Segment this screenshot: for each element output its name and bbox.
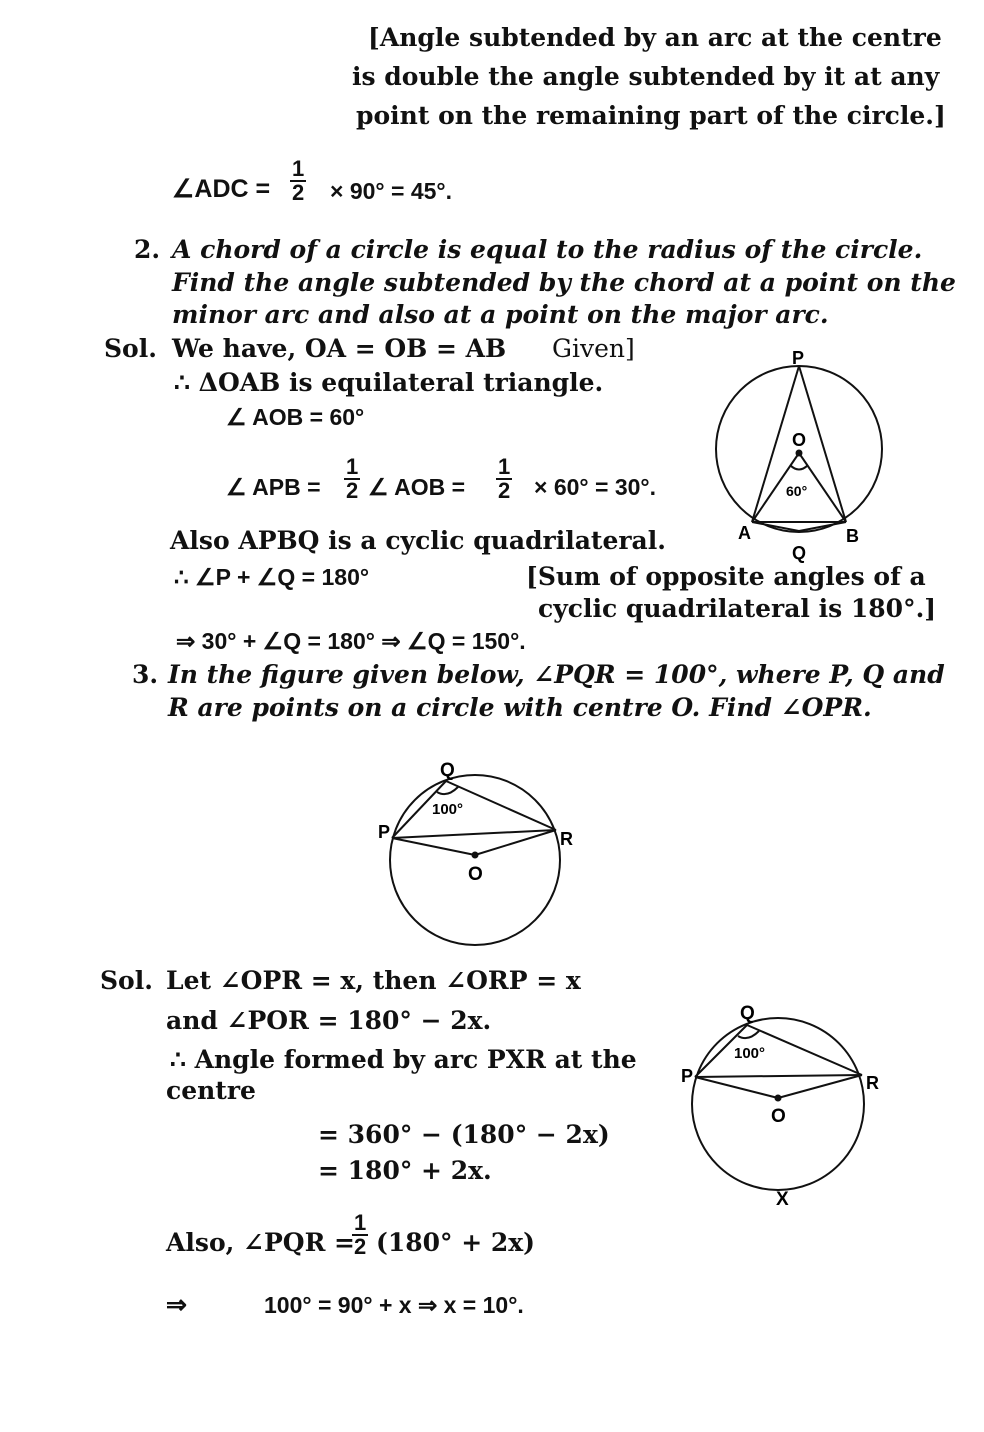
sol2-line-7: ⇒ 30° + ∠Q = 180° ⇒ ∠Q = 150°. bbox=[176, 628, 526, 654]
fig1-label-p: P bbox=[792, 348, 805, 368]
fig3-label-angle: 100° bbox=[734, 1045, 766, 1062]
sol2-half-2-num: 1 bbox=[498, 454, 511, 479]
fig1-line-bq bbox=[799, 522, 846, 531]
q2-line-2: Find the angle subtended by the chord at a point on the bbox=[172, 268, 956, 297]
reason-note-line-3: point on the remaining part of the circle.] bbox=[356, 101, 946, 130]
fig2-label-angle: 100° bbox=[432, 801, 464, 818]
sol2-apb-mid: ∠ AOB = bbox=[368, 474, 466, 500]
sol2-given: Given] bbox=[552, 334, 635, 363]
fig1-centre-dot bbox=[797, 451, 802, 456]
sol2-apb-rhs: × 60° = 30°. bbox=[534, 474, 656, 500]
fig1-angle-arc bbox=[790, 465, 808, 470]
fig3-line-pr bbox=[695, 1075, 862, 1077]
sol3-line-2: and ∠POR = 180° − 2x. bbox=[166, 1006, 492, 1035]
figure-2 bbox=[390, 775, 560, 945]
fig3-label-o: O bbox=[771, 1106, 786, 1127]
fig2-centre-dot bbox=[473, 853, 478, 858]
q2-line-3: minor arc and also at a point on the major arc. bbox=[172, 300, 829, 329]
sol2-half-2-den: 2 bbox=[498, 478, 511, 503]
fig3-label-r: R bbox=[866, 1073, 879, 1093]
figure-3 bbox=[692, 1018, 864, 1190]
fig1-label-o: O bbox=[792, 430, 807, 450]
sol2-line-3: ∠ AOB = 60° bbox=[226, 404, 365, 430]
fig1-label-b: B bbox=[846, 526, 859, 546]
fig2-label-r: R bbox=[560, 829, 573, 849]
sol2-reason-1: [Sum of opposite angles of a bbox=[526, 562, 926, 591]
sol3-pqr-lhs: Also, ∠PQR = bbox=[166, 1228, 356, 1257]
sol3-pqr-den: 2 bbox=[354, 1234, 367, 1259]
sol2-half-1-den: 2 bbox=[346, 478, 359, 503]
fig3-centre-dot bbox=[776, 1096, 781, 1101]
sol2-line-2: ∴ ΔOAB is equilateral triangle. bbox=[174, 368, 604, 397]
fig3-line-po bbox=[695, 1077, 778, 1098]
q2-number: 2. bbox=[134, 235, 161, 264]
fig1-label-a: A bbox=[738, 523, 751, 543]
q3-line-1: In the figure given below, ∠PQR = 100°, where P, Q and bbox=[168, 660, 945, 689]
fig2-line-po bbox=[392, 838, 475, 855]
fig1-line-aq bbox=[752, 522, 799, 531]
q3-line-2: R are points on a circle with centre O. Find ∠OPR. bbox=[168, 693, 872, 722]
sol2-label: Sol. bbox=[104, 334, 157, 363]
sol3-line-6: = 180° + 2x. bbox=[318, 1156, 492, 1185]
sol2-apb-lhs: ∠ APB = bbox=[226, 474, 321, 500]
adc-lhs: ∠ADC = bbox=[172, 175, 271, 203]
sol2-line-6: ∴ ∠P + ∠Q = 180° bbox=[174, 564, 370, 590]
fig2-circle bbox=[390, 775, 560, 945]
sol3-line-1: Let ∠OPR = x, then ∠ORP = x bbox=[166, 966, 581, 995]
adc-num: 1 bbox=[292, 156, 305, 181]
sol2-reason-2: cyclic quadrilateral is 180°.] bbox=[538, 594, 937, 623]
fig2-label-q: Q bbox=[440, 760, 455, 781]
fig3-circle bbox=[692, 1018, 864, 1190]
fig3-label-p: P bbox=[681, 1066, 694, 1086]
q3-number: 3. bbox=[132, 660, 159, 689]
fig1-label-angle: 60° bbox=[786, 483, 808, 499]
sol3-line-3: ∴ Angle formed by arc PXR at the bbox=[170, 1045, 637, 1074]
sol3-label: Sol. bbox=[100, 966, 153, 995]
fig3-line-ro bbox=[778, 1075, 862, 1098]
adc-rhs: × 90° = 45°. bbox=[330, 178, 452, 204]
sol2-half-1-num: 1 bbox=[346, 454, 359, 479]
sol3-pqr-num: 1 bbox=[354, 1210, 367, 1235]
reason-note-line-1: [Angle subtended by an arc at the centre bbox=[368, 23, 942, 52]
sol3-pqr-rhs: (180° + 2x) bbox=[376, 1228, 535, 1257]
sol3-final: 100° = 90° + x ⇒ x = 10°. bbox=[264, 1292, 524, 1318]
sol3-final-arrow: ⇒ bbox=[166, 1291, 187, 1319]
q2-line-1: A chord of a circle is equal to the radius of the circle. bbox=[172, 235, 923, 264]
sol3-line-4: centre bbox=[166, 1076, 256, 1105]
fig2-label-o: O bbox=[468, 864, 483, 885]
sol3-line-5: = 360° − (180° − 2x) bbox=[318, 1120, 610, 1149]
reason-note-line-2: is double the angle subtended by it at any bbox=[352, 62, 940, 91]
adc-den: 2 bbox=[292, 180, 305, 205]
sol2-line-1: We have, OA = OB = AB bbox=[172, 334, 507, 363]
fig1-label-q: Q bbox=[792, 543, 807, 563]
fig3-label-q: Q bbox=[740, 1003, 755, 1024]
sol2-line-5: Also APBQ is a cyclic quadrilateral. bbox=[170, 526, 666, 555]
fig2-label-p: P bbox=[378, 822, 391, 842]
fig3-label-x: X bbox=[776, 1189, 789, 1210]
